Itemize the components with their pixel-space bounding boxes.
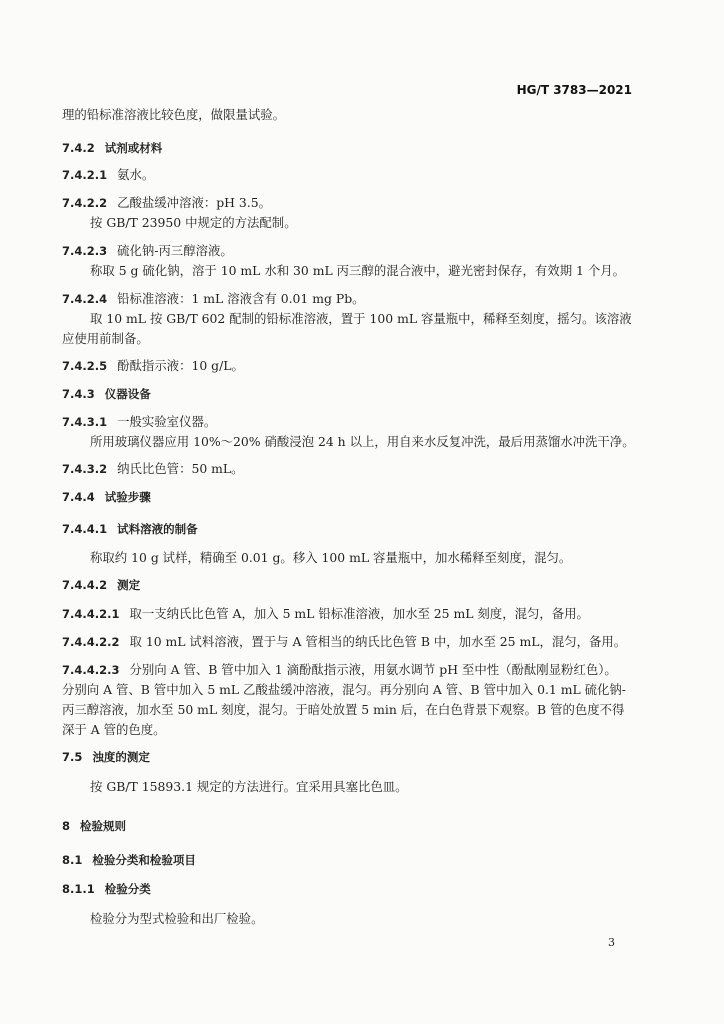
paragraph-line: 取 10 mL 按 GB/T 602 配制的铅标准溶液，置于 100 mL 容量瓶中，稀释至刻度，摇匀。该溶液 bbox=[90, 311, 632, 326]
clause-number: 7.4.2.3 bbox=[62, 244, 108, 258]
paragraph-line: 所用玻璃仪器应用 10%～20% 硝酸浸泡 24 h 以上，用自来水反复冲洗，最后用蒸馏水冲洗干净。 bbox=[90, 434, 635, 449]
clause-7-4-3-1 bbox=[62, 413, 652, 431]
paragraph-line: 丙三醇溶液，加水至 50 mL 刻度，混匀。于暗处放置 5 min 后，在白色背景下观察。B 管的色度不得 bbox=[62, 702, 625, 717]
chapter-heading-8 bbox=[62, 817, 652, 835]
section-number: 7.4.2 bbox=[62, 141, 95, 155]
paragraph-line: 检验分为型式检验和出厂检验。 bbox=[90, 911, 264, 926]
section-title: 检验分类和检验项目 bbox=[92, 853, 196, 867]
clause-text: 纳氏比色管：50 mL。 bbox=[117, 461, 244, 476]
paragraph-line: 深于 A 管的色度。 bbox=[62, 722, 166, 737]
standard-code-header: HG/T 3783—2021 bbox=[516, 83, 632, 97]
section-number: 7.4.3 bbox=[62, 387, 95, 401]
paragraph-line: 按 GB/T 15893.1 规定的方法进行。宜采用具塞比色皿。 bbox=[90, 779, 408, 794]
section-title: 检验分类 bbox=[104, 882, 151, 896]
clause-7-4-4-2-1 bbox=[62, 605, 652, 623]
clause-text: 取 10 mL 试料溶液，置于与 A 管相当的纳氏比色管 B 中，加水至 25 mL，混匀，备用。 bbox=[129, 634, 627, 649]
clause-7-4-2-5 bbox=[62, 357, 652, 375]
paragraph-line: 按 GB/T 23950 中规定的方法配制。 bbox=[90, 215, 297, 230]
clause-7-4-2-4 bbox=[62, 290, 652, 308]
section-heading-8-1 bbox=[62, 851, 652, 869]
section-heading-8-1-1 bbox=[62, 880, 652, 898]
clause-number: 7.4.4.2.3 bbox=[62, 663, 120, 677]
clause-number: 7.4.3.1 bbox=[62, 415, 108, 429]
section-heading-7-4-2 bbox=[62, 139, 652, 157]
clause-number: 7.4.4.2.2 bbox=[62, 635, 120, 649]
section-number: 8 bbox=[62, 819, 71, 833]
section-heading-7-4-3 bbox=[62, 385, 652, 403]
clause-7-4-2-2 bbox=[62, 194, 652, 212]
clause-number: 7.4.2.1 bbox=[62, 168, 108, 182]
clause-text: 铅标准溶液：1 mL 溶液含有 0.01 mg Pb。 bbox=[117, 291, 365, 306]
section-title: 浊度的测定 bbox=[92, 750, 150, 764]
paragraph-line: 应使用前制备。 bbox=[62, 331, 149, 346]
clause-7-4-3-2 bbox=[62, 460, 652, 478]
section-number: 7.4.4.1 bbox=[62, 522, 108, 536]
clause-text: 取一支纳氏比色管 A，加入 5 mL 铅标准溶液，加水至 25 mL 刻度，混匀，备用。 bbox=[129, 606, 589, 621]
clause-number: 7.4.2.2 bbox=[62, 196, 108, 210]
clause-text: 分别向 A 管、B 管中加入 1 滴酚酞指示液，用氨水调节 pH 至中性（酚酞刚显粉红色）。 bbox=[129, 662, 617, 677]
section-title: 试剂或材料 bbox=[104, 141, 163, 155]
clause-7-4-4-2-2 bbox=[62, 633, 652, 651]
clause-number: 7.4.2.4 bbox=[62, 292, 108, 306]
section-title: 测定 bbox=[117, 578, 141, 592]
clause-7-4-2-3 bbox=[62, 242, 652, 260]
section-number: 7.4.4 bbox=[62, 490, 95, 504]
section-title: 试验步骤 bbox=[104, 490, 151, 504]
section-number: 7.5 bbox=[62, 750, 83, 764]
section-heading-7-4-4-2 bbox=[62, 576, 652, 594]
paragraph-line: 称取约 10 g 试样，精确至 0.01 g。移入 100 mL 容量瓶中，加水稀释至刻度，混匀。 bbox=[90, 550, 572, 565]
paragraph-line: 理的铅标准溶液比较色度，做限量试验。 bbox=[62, 107, 286, 122]
section-heading-7-5 bbox=[62, 748, 652, 766]
section-title: 检验规则 bbox=[80, 819, 127, 833]
section-number: 8.1.1 bbox=[62, 882, 95, 896]
paragraph-line: 分别向 A 管、B 管中加入 5 mL 乙酸盐缓冲溶液，混匀。再分别向 A 管、B 管中加入 0.1 mL 硫化钠- bbox=[62, 682, 626, 697]
section-title: 试料溶液的制备 bbox=[117, 522, 198, 536]
clause-number: 7.4.2.5 bbox=[62, 359, 108, 373]
clause-7-4-4-2-3 bbox=[62, 661, 652, 679]
paragraph-line: 称取 5 g 硫化钠，溶于 10 mL 水和 30 mL 丙三醇的混合液中，避光密封保存，有效期 1 个月。 bbox=[90, 263, 626, 278]
section-number: 7.4.4.2 bbox=[62, 578, 108, 592]
clause-text: 硫化钠-丙三醇溶液。 bbox=[117, 243, 233, 258]
clause-text: 乙酸盐缓冲溶液：pH 3.5。 bbox=[117, 195, 272, 210]
clause-text: 一般实验室仪器。 bbox=[117, 414, 217, 429]
page-number: 3 bbox=[608, 936, 615, 949]
section-number: 8.1 bbox=[62, 853, 83, 867]
clause-text: 氨水。 bbox=[117, 167, 155, 182]
section-heading-7-4-4 bbox=[62, 488, 652, 506]
clause-text: 酚酞指示液：10 g/L。 bbox=[117, 358, 244, 373]
clause-7-4-2-1 bbox=[62, 166, 652, 184]
section-title: 仪器设备 bbox=[104, 387, 151, 401]
section-heading-7-4-4-1 bbox=[62, 520, 652, 538]
clause-number: 7.4.3.2 bbox=[62, 462, 108, 476]
clause-number: 7.4.4.2.1 bbox=[62, 607, 120, 621]
